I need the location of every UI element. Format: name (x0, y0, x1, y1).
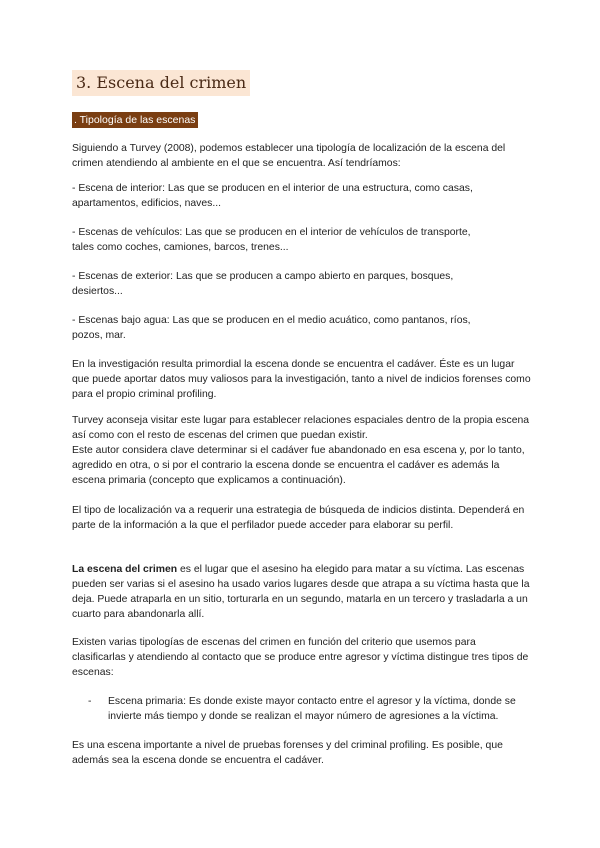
intro-paragraph: Siguiendo a Turvey (2008), podemos establecer una tipología de localización de la escena del crimen atendiendo al ambiente en el que se encuentra. Así tendríamos: (72, 143, 506, 169)
subsection-heading: . Tipología de las escenas (72, 112, 198, 128)
list-item-exterior: - Escenas de exterior: Las que se producen a campo abierto en parques, bosques, desiertos... (72, 271, 454, 297)
paragraph-turvey-2: Este autor considera clave determinar si el cadáver fue abandonado en esa escena y, por lo tanto, agredido en otra, o si por el contrario la escena donde se encuentra el cadáver es además la escena primaria (concepto que explicamos a continuación). (72, 445, 525, 486)
paragraph-investigacion: En la investigación resulta primordial la escena donde se encuentra el cadáver. Éste es un lugar que puede aportar datos muy valiosos para la investigación, tanto a nivel de indicios forenses como para el propio criminal profiling. (72, 359, 531, 400)
paragraph-escena-text: es el lugar que el asesino ha elegido para matar a su víctima. Las escenas pueden ser varias si el asesino ha usado varios lugares desde que atrapa a su víctima hasta que la deja. Puede atraparla en un sitio, torturarla en un segundo, matarla en un tercero y trasladarla a un cuarto para abandonarla allí. (72, 564, 530, 620)
list-item-agua: - Escenas bajo agua: Las que se producen en el medio acuático, como pantanos, ríos, pozos, mar. (72, 315, 471, 341)
paragraph-turvey-1: Turvey aconseja visitar este lugar para establecer relaciones espaciales dentro de la propia escena así como con el resto de escenas del crimen que puedan existir. (72, 415, 530, 441)
list-item-interior: - Escena de interior: Las que se producen en el interior de una estructura, como casas, apartamentos, edificios, naves... (72, 183, 473, 209)
paragraph-final: Es una escena importante a nivel de pruebas forenses y del criminal profiling. Es posible, que además sea la escena donde se encuentra el cadáver. (72, 740, 503, 766)
section-heading: 3. Escena del crimen (72, 70, 250, 96)
bullet-escena-primaria: Escena primaria: Es donde existe mayor contacto entre el agresor y la víctima, donde se invierte más tiempo y donde se realizan el mayor número de agresiones a la víctima. (108, 696, 516, 722)
paragraph-escena-crimen (72, 562, 532, 622)
paragraph-localizacion: El tipo de localización va a requerir una estrategia de búsqueda de indicios distinta. Dependerá en parte de la información a la que el perfilador puede acceder para elaborar su perfil. (72, 505, 525, 531)
bullet-dash: - (88, 696, 92, 707)
list-item-vehiculos: - Escenas de vehículos: Las que se producen en el interior de vehículos de transporte, tales como coches, camiones, barcos, trenes... (72, 227, 471, 253)
bold-term: La escena del crimen (72, 564, 178, 575)
paragraph-tipologias: Existen varias tipologías de escenas del crimen en función del criterio que usemos para clasificarlas y atendiendo al contacto que se produce entre agresor y víctima distingue tres tipos de escenas: (72, 637, 529, 678)
